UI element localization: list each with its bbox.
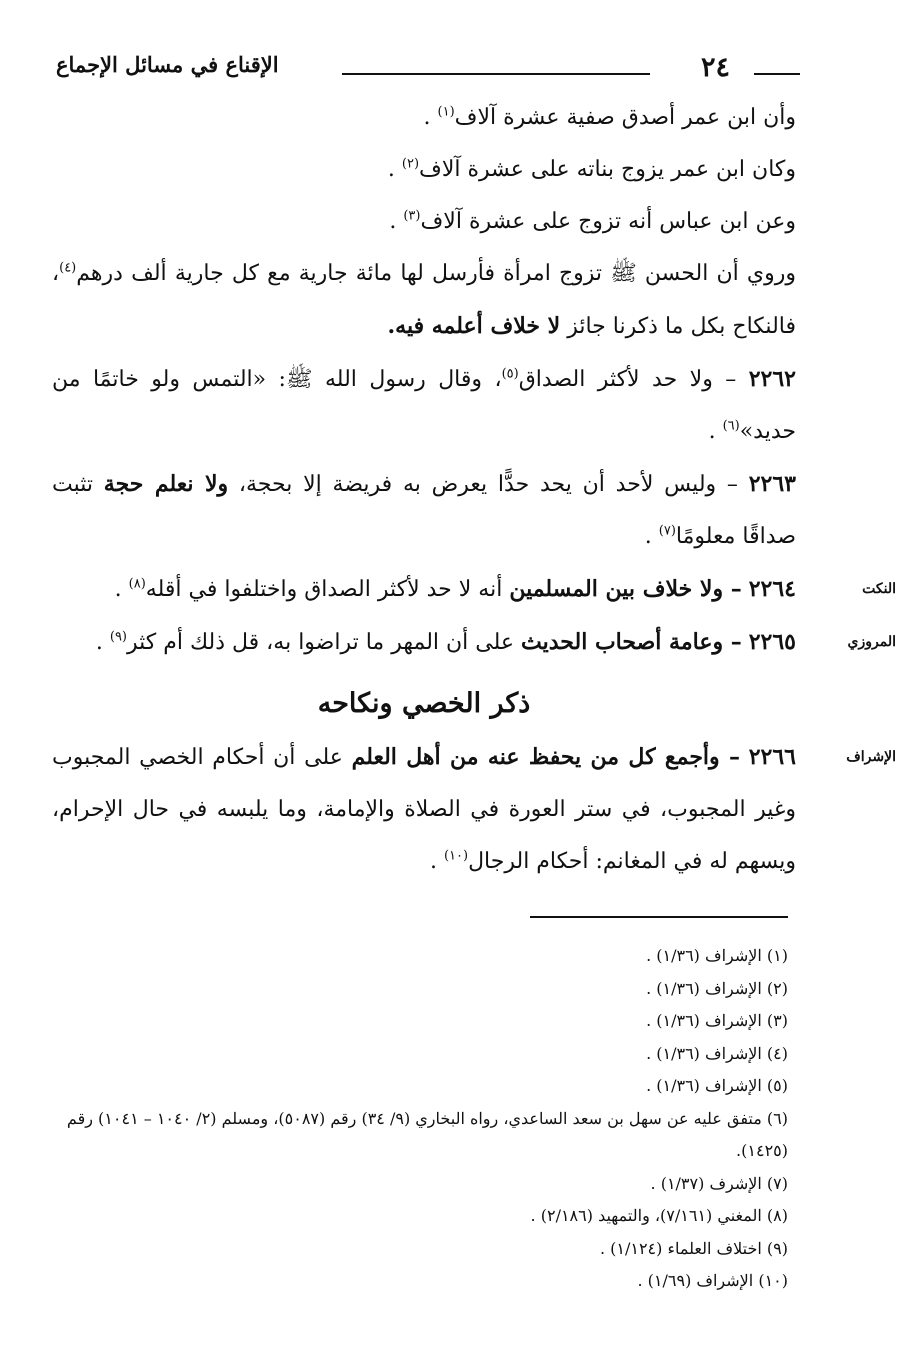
footnote: (٨) المغني (٧/١٦١)، والتمهيد (٢/١٨٦) . — [530, 1206, 788, 1225]
entry-number: ٢٢٦٢ — [748, 366, 796, 392]
bold-phrase: لا خلاف أعلمه فيه. — [387, 313, 561, 339]
footnote: (١) الإشراف (١/٣٦) . — [646, 946, 788, 965]
footnote: (٢) الإشراف (١/٣٦) . — [646, 978, 788, 998]
entry-2266: الإشراف ٢٢٦٦ – وأجمع كل من يحفظ عنه من أهل العلم على أن أحكام الخصي المجبوب وغير المجبوب، في ستر العورة في الصلاة والإمامة، وما يلبسه في حال الإحرام، ويسهم له في المغانم: أحكام الرجال$^{(١٠)}$ . — [52, 731, 796, 888]
footnote-ref-2[interactable]: (٢) — [401, 156, 420, 172]
footnote-separator — [530, 916, 788, 918]
bold-phrase: – وعامة أصحاب الحديث — [521, 629, 742, 655]
footnote-ref-6[interactable]: (٦) — [722, 418, 740, 434]
entry-number: ٢٢٦٦ — [748, 744, 796, 770]
section-heading: ذكر الخصي ونكاحه — [317, 688, 531, 719]
entry-2263: ٢٢٦٣ – وليس لأحد أن يحد حدًّا يعرض به فريضة إلا بحجة، ولا نعلم حجة تثبت صداقًا معلومًا$^{(٧)}$ . — [52, 471, 796, 549]
book-title: الإقناع في مسائل الإجماع — [56, 52, 279, 77]
margin-source: النكت — [862, 581, 896, 597]
footnote: (٦) متفق عليه عن سهل بن سعد الساعدي، رواه البخاري (٩/ ٣٤) رقم (٥٠٨٧)، ومسلم (٢/ ١٠٤٠ – ١٠٤١) رقم (١٤٢٥). — [66, 1108, 788, 1160]
footnote-ref-1[interactable]: (١) — [437, 104, 455, 120]
footnote: (١٠) الإشراف (١/٦٩) . — [637, 1271, 788, 1290]
paragraph-4: وروي أن الحسن ﷺ تزوج امرأة فأرسل لها مائة جارية مع كل جارية ألف درهم$^{(٤)}$، فالنكاح بكل ما ذكرنا جائز لا خلاف أعلمه فيه. — [52, 260, 796, 339]
footnote-ref-7[interactable]: (٧) — [658, 523, 676, 539]
paragraph-3: وعن ابن عباس أنه تزوج على عشرة آلاف$^{(٣)}$ . — [389, 208, 796, 234]
footnote-ref-5[interactable]: (٥) — [501, 366, 519, 382]
paragraph-2: وكان ابن عمر يزوج بناته على عشرة آلاف$^{(٢)}$ . — [387, 156, 796, 182]
footnote: (٤) الإشراف (١/٣٦) . — [646, 1043, 788, 1063]
entry-number: ٢٢٦٤ — [748, 576, 796, 602]
footnote-ref-10[interactable]: (١٠) — [443, 848, 469, 864]
entry-2262: ٢٢٦٢ – ولا حد لأكثر الصداق$^{(٥)}$، وقال رسول الله ﷺ: «التمس ولو خاتمًا من حديد»$^{(٦)}$ . — [52, 366, 796, 444]
footnote: (٧) الإشرف (١/٣٧) . — [650, 1173, 788, 1193]
header-rule-right — [754, 73, 800, 75]
bold-phrase: ولا نعلم حجة — [103, 471, 229, 497]
footnotes — [54, 940, 788, 1298]
footnote-ref-4[interactable]: (٤) — [59, 260, 77, 276]
paragraph-1: وأن ابن عمر أصدق صفية عشرة آلاف$^{(١)}$ . — [423, 104, 796, 130]
footnote-ref-9[interactable]: (٩) — [109, 629, 127, 645]
entry-number: ٢٢٦٥ — [748, 629, 796, 655]
margin-source: الإشراف — [846, 749, 896, 765]
footnote: (٩) اختلاف العلماء (١/١٢٤) . — [599, 1238, 788, 1258]
main-text — [52, 92, 896, 888]
margin-source: المروزي — [847, 634, 896, 650]
page-number: ٢٤ — [700, 52, 730, 83]
running-header — [56, 50, 800, 90]
footnote-ref-3[interactable]: (٣) — [403, 208, 421, 224]
entry-2264: النكت ٢٢٦٤ – ولا خلاف بين المسلمين أنه لا حد لأكثر الصداق واختلفوا في أقله$^{(٨)}$ . — [52, 563, 796, 616]
entry-2265: المروزي ٢٢٦٥ – وعامة أصحاب الحديث على أن المهر ما تراضوا به، قل ذلك أم كثر$^{(٩)}$ . — [52, 616, 796, 669]
footnote-ref-8[interactable]: (٨) — [128, 576, 146, 592]
header-rule-middle — [342, 73, 650, 75]
footnote: (٣) الإشراف (١/٣٦) . — [646, 1011, 788, 1030]
footnote: (٥) الإشراف (١/٣٦) . — [646, 1076, 788, 1095]
bold-phrase: – ولا خلاف بين المسلمين — [509, 576, 742, 602]
entry-number: ٢٢٦٣ — [748, 471, 796, 497]
bold-phrase: – وأجمع كل من يحفظ عنه من أهل العلم — [351, 744, 741, 770]
